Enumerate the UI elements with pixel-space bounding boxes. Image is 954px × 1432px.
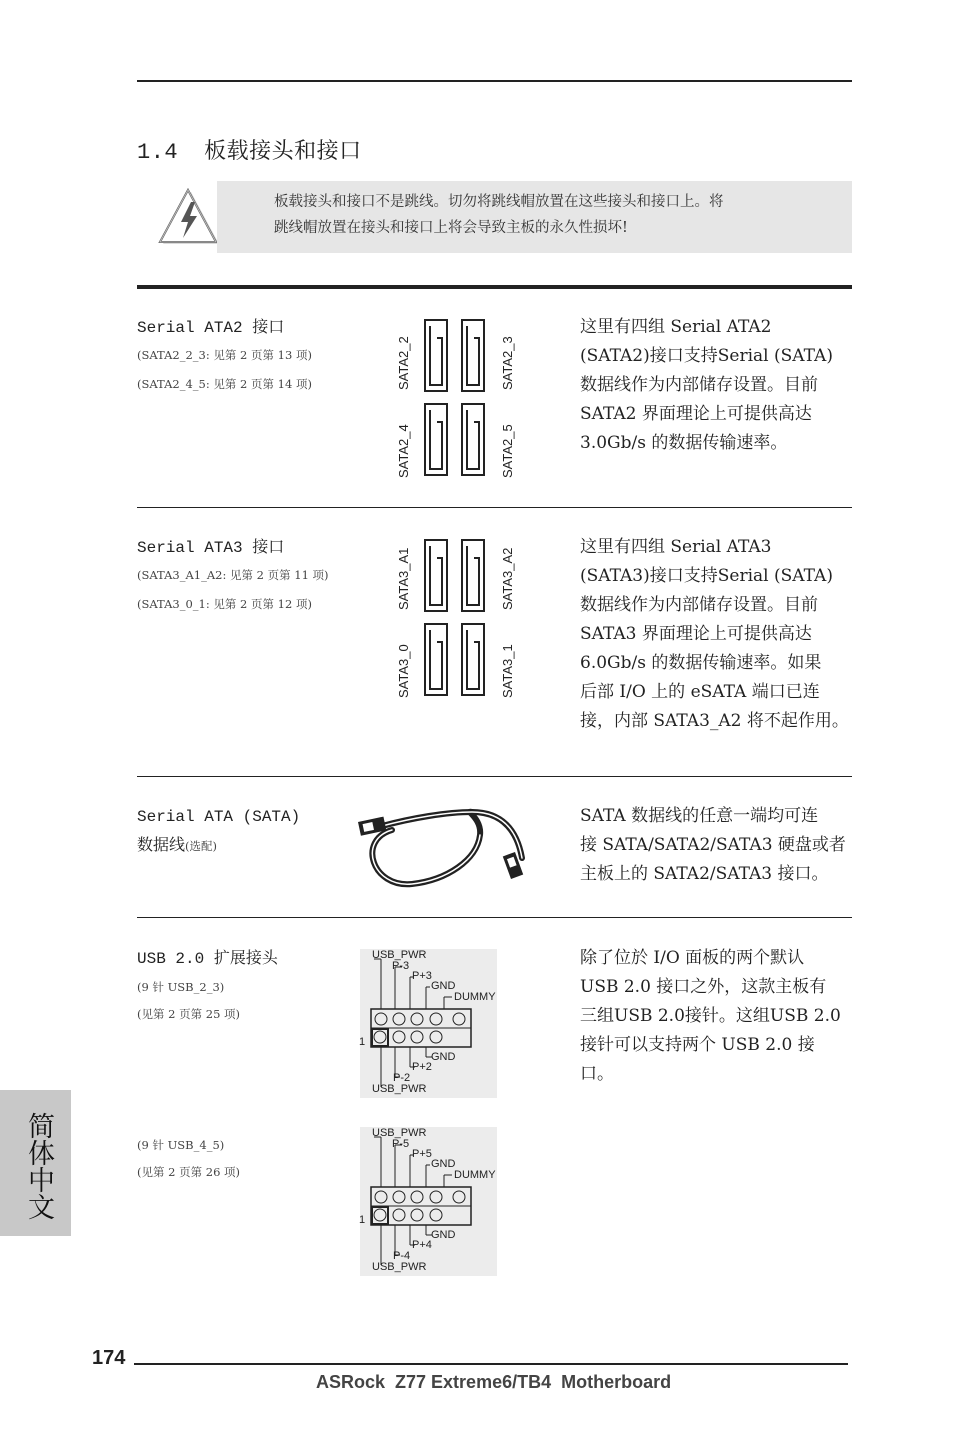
sata2-label xyxy=(137,317,367,392)
sata3-port-a2-label: SATA3_A2 xyxy=(500,547,515,610)
sata3-desc-line: 这里有四组 Serial ATA3 xyxy=(580,537,772,557)
cable-title-main: 数据线 xyxy=(137,835,186,854)
sata2-port-4-label: SATA2_4 xyxy=(396,424,411,478)
cable-title: Serial ATA (SATA) xyxy=(137,808,301,826)
usb1-top-label: P-3 xyxy=(392,960,410,972)
usb-desc-line: 除了位於 I/O 面板的两个默认 xyxy=(580,948,805,968)
usb2-bottom-label: P-4 xyxy=(393,1250,411,1262)
cable-label xyxy=(137,806,357,856)
sata3-label xyxy=(137,537,367,612)
usb1-top-label: GND xyxy=(431,980,456,992)
sata3-desc-line: SATA3 界面理论上可提供高达 xyxy=(580,624,812,644)
usb-desc-line: 口。 xyxy=(580,1064,614,1084)
sata3-desc-line: (SATA3)接口支持Serial (SATA) xyxy=(580,566,833,586)
section-number: 1.4 xyxy=(137,140,179,165)
sata2-desc-line: 3.0Gb/s 的数据传输速率。 xyxy=(580,433,788,453)
sata2-desc-line: 这里有四组 Serial ATA2 xyxy=(580,317,772,337)
usb2-top-label: USB_PWR xyxy=(372,1127,427,1139)
sata3-port-1-label: SATA3_1 xyxy=(500,644,515,698)
usb2-pin1-label: 1 xyxy=(359,1214,366,1226)
cable-title-optional: (选配) xyxy=(185,839,217,853)
row-divider xyxy=(137,776,852,777)
usb1-pin1-label: 1 xyxy=(359,1036,366,1048)
warning-line-1: 板载接头和接口不是跳线。切勿将跳线帽放置在这些接头和接口上。将 xyxy=(274,194,724,210)
language-side-tab xyxy=(0,1090,71,1236)
sata2-description xyxy=(580,313,860,458)
usb-sub-1: (9 针 USB_2_3) xyxy=(137,980,225,994)
usb1-top-label: P+3 xyxy=(412,970,432,982)
usb2-top-label: P+5 xyxy=(412,1148,432,1160)
usb1-bottom-label: P+2 xyxy=(412,1061,432,1073)
usb2-bottom-label: GND xyxy=(431,1229,456,1241)
cable-description xyxy=(580,802,860,889)
sata-cable-illustration xyxy=(352,800,542,892)
usb2-top-label: DUMMY xyxy=(454,1169,496,1181)
thick-rule xyxy=(137,285,852,289)
warning-text xyxy=(274,189,834,241)
cable-desc-line: 接 SATA/SATA2/SATA3 硬盘或者 xyxy=(580,835,846,855)
sata3-desc-line: 6.0Gb/s 的数据传输速率。如果 xyxy=(580,653,822,673)
language-side-tab-label: 简体中文 xyxy=(23,1112,54,1220)
top-rule xyxy=(137,80,852,82)
usb1-bottom-label: P-2 xyxy=(393,1072,411,1084)
sata3-connector-diagram xyxy=(420,538,490,700)
usb-header-diagram-1 xyxy=(360,949,497,1098)
sata2-connector-diagram xyxy=(420,318,490,480)
cable-desc-line: SATA 数据线的任意一端均可连 xyxy=(580,806,819,826)
warning-lightning-icon xyxy=(157,186,219,248)
sata2-title: Serial ATA2 接口 xyxy=(137,319,285,337)
cable-desc-line: 主板上的 SATA2/SATA3 接口。 xyxy=(580,864,829,884)
usb-label xyxy=(137,948,357,1022)
sata2-sub-2: (SATA2_4_5: 见第 2 页第 14 项) xyxy=(137,377,312,391)
sata3-desc-line: 接，内部 SATA3_A2 将不起作用。 xyxy=(580,711,849,731)
sata3-desc-line: 数据线作为内部储存设置。目前 xyxy=(580,595,818,615)
row-divider xyxy=(137,917,852,918)
sata3-sub-1: (SATA3_A1_A2: 见第 2 页第 11 项) xyxy=(137,568,329,582)
sata3-desc-line: 后部 I/O 上的 eSATA 端口已连 xyxy=(580,682,820,702)
section-title: 板载接头和接口 xyxy=(204,139,362,164)
usb-sub-3: (9 针 USB_4_5) xyxy=(137,1138,225,1152)
usb-desc-line: 三组USB 2.0接针。这组USB 2.0 xyxy=(580,1006,841,1026)
usb-desc-line: 接针可以支持两个 USB 2.0 接 xyxy=(580,1035,815,1055)
row-divider xyxy=(137,507,852,508)
usb-header-diagram-2 xyxy=(360,1127,497,1276)
sata3-description xyxy=(580,533,860,736)
usb2-bottom-label: USB_PWR xyxy=(372,1261,427,1273)
cable-title-2 xyxy=(137,834,357,856)
footer-rule xyxy=(134,1363,848,1365)
usb-desc-line: USB 2.0 接口之外，这款主板有 xyxy=(580,977,827,997)
usb-sub-2: (见第 2 页第 25 项) xyxy=(137,1007,241,1021)
sata2-port-5-label: SATA2_5 xyxy=(500,424,515,478)
usb-label-2 xyxy=(137,1137,357,1180)
warning-line-2: 跳线帽放置在接头和接口上将会导致主板的永久性损坏! xyxy=(274,220,628,236)
sata3-port-a1-label: SATA3_A1 xyxy=(396,547,411,610)
usb1-bottom-label: GND xyxy=(431,1051,456,1063)
usb2-bottom-label: P+4 xyxy=(412,1239,432,1251)
sata3-title: Serial ATA3 接口 xyxy=(137,539,285,557)
sata2-port-2-label: SATA2_2 xyxy=(396,336,411,390)
usb2-top-label: GND xyxy=(431,1158,456,1170)
page-number: 174 xyxy=(92,1347,126,1369)
usb1-top-label: USB_PWR xyxy=(372,949,427,961)
sata3-sub-2: (SATA3_0_1: 见第 2 页第 12 项) xyxy=(137,597,312,611)
section-heading xyxy=(137,134,362,165)
sata2-desc-line: SATA2 界面理论上可提供高达 xyxy=(580,404,812,424)
sata2-sub-1: (SATA2_2_3: 见第 2 页第 13 项) xyxy=(137,348,312,362)
usb1-bottom-label: USB_PWR xyxy=(372,1083,427,1095)
usb2-top-label: P-5 xyxy=(392,1138,410,1150)
sata2-desc-line: (SATA2)接口支持Serial (SATA) xyxy=(580,346,833,366)
usb1-top-label: DUMMY xyxy=(454,991,496,1003)
sata2-desc-line: 数据线作为内部储存设置。目前 xyxy=(580,375,818,395)
usb-description xyxy=(580,944,860,1089)
sata3-port-0-label: SATA3_0 xyxy=(396,644,411,698)
usb-title: USB 2.0 扩展接头 xyxy=(137,950,278,968)
sata2-port-3-label: SATA2_3 xyxy=(500,336,515,390)
usb-sub-4: (见第 2 页第 26 项) xyxy=(137,1165,241,1179)
footer-product-name: ASRock Z77 Extreme6/TB4 Motherboard xyxy=(316,1372,672,1392)
